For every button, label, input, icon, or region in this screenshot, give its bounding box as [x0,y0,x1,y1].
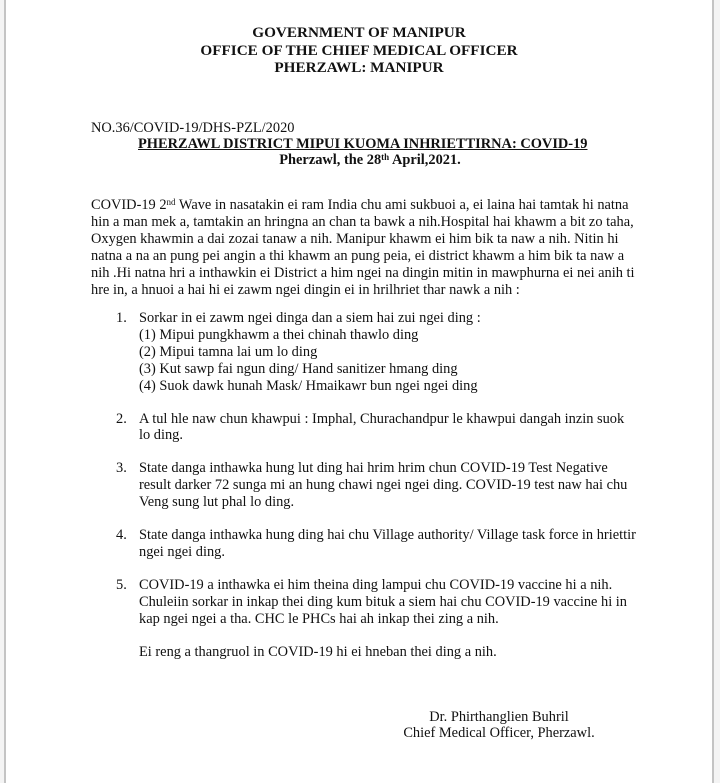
dateline-ordinal: th [381,152,390,162]
list-item-number: 5. [116,576,127,593]
dateline-rest: April,2021. [389,152,461,168]
list-item [116,460,636,511]
signature-block [399,709,599,741]
sub-item: (4) Suok dawk hunah Mask/ Hmaikawr bun ngei ngei ding [139,377,478,394]
letterhead-office: OFFICE OF THE CHIEF MEDICAL OFFICER [200,41,518,59]
dateline [6,152,720,168]
list-item [116,577,636,628]
reference-number: NO.36/COVID-19/DHS-PZL/2020 [91,120,295,136]
dateline-prefix: Pherzawl, the 28 [279,152,382,168]
list-item-number: 3. [116,460,127,477]
subject-heading: PHERZAWL DISTRICT MIPUI KUOMA INHRIETTIRNA: COVID-19 [138,136,588,152]
list-item-text: COVID-19 a inthawka ei him theina ding lampui chu COVID-19 vaccine hi a nih. Chuleiin sorkar in inkap thei ding kum bituk a siem hai chu COVID-19 vaccine hi in kap ngei ngei a tha. CHC le PHCs hai ah inkap thei zing a nih. [139,576,627,627]
list-item-number: 2. [116,410,127,427]
intro-ordinal: nd [166,197,176,207]
sub-item: (1) Mipui pungkhawm a thei chinah thawlo ding [139,326,419,343]
list-item [116,411,636,445]
letterhead-location: PHERZAWL: MANIPUR [274,59,444,76]
list-item-text: A tul hle naw chun khawpui : Imphal, Churachandpur le khawpui dangah inzin suok lo ding. [139,410,625,444]
document-page [4,0,714,783]
sub-item: (2) Mipui tamna lai um lo ding [139,343,318,360]
list-item-number: 1. [116,310,127,326]
signatory-title: Chief Medical Officer, Pherzawl. [403,725,595,741]
list-item [116,310,636,395]
list-item-text: State danga inthawka hung lut ding hai hrim hrim chun COVID-19 Test Negative result darker 72 sunga mi an hung chawi ngei ngei ding. COVID-19 test naw hai chu Veng sung lut phal lo ding. [139,460,628,511]
signatory-name: Dr. Phirthanglien Buhril [429,709,569,725]
intro-body: Wave in nasatakin ei ram India chu ami sukbuoi a, ei laina hai tamtak hi natna hin a man mek a, tamtakin an hringna an chan ta bawk a nih.Hospital hai khawm a bit zo taha, Oxygen khawmin a dai zozai tanaw a nih. Manipur khawm ei him bik ta naw a nih. Nitin hi natna a na an pung pei angin a thi khawm an pung peia, ei district khawm a him bik ta naw a nih .Hi natna hri a inthawkin ei District a him ngei na dingin mitin in mawphurna ei nei anih ti hre in, a hnuoi a hai hi ei zawm ngei dingin ei in hrilhriet thar nawk a nih : [91,197,635,298]
list-item-number: 4. [116,527,127,544]
letterhead-government: GOVERNMENT OF MANIPUR [252,24,466,41]
letterhead [6,24,712,77]
sub-item: (3) Kut sawp fai ngun ding/ Hand sanitizer hmang ding [139,360,458,377]
closing-line: Ei reng a thangruol in COVID-19 hi ei hneban thei ding a nih. [139,643,497,660]
instructions-list [116,310,636,661]
intro-lead: COVID-19 2 [91,197,167,213]
list-item-text: State danga inthawka hung ding hai chu Village authority/ Village task force in hriettir ngei ngei ding. [139,527,636,560]
list-item-text: Sorkar in ei zawm ngei dinga dan a siem hai zui ngei ding : [139,310,481,326]
intro-paragraph [91,197,643,298]
list-item [116,527,636,561]
